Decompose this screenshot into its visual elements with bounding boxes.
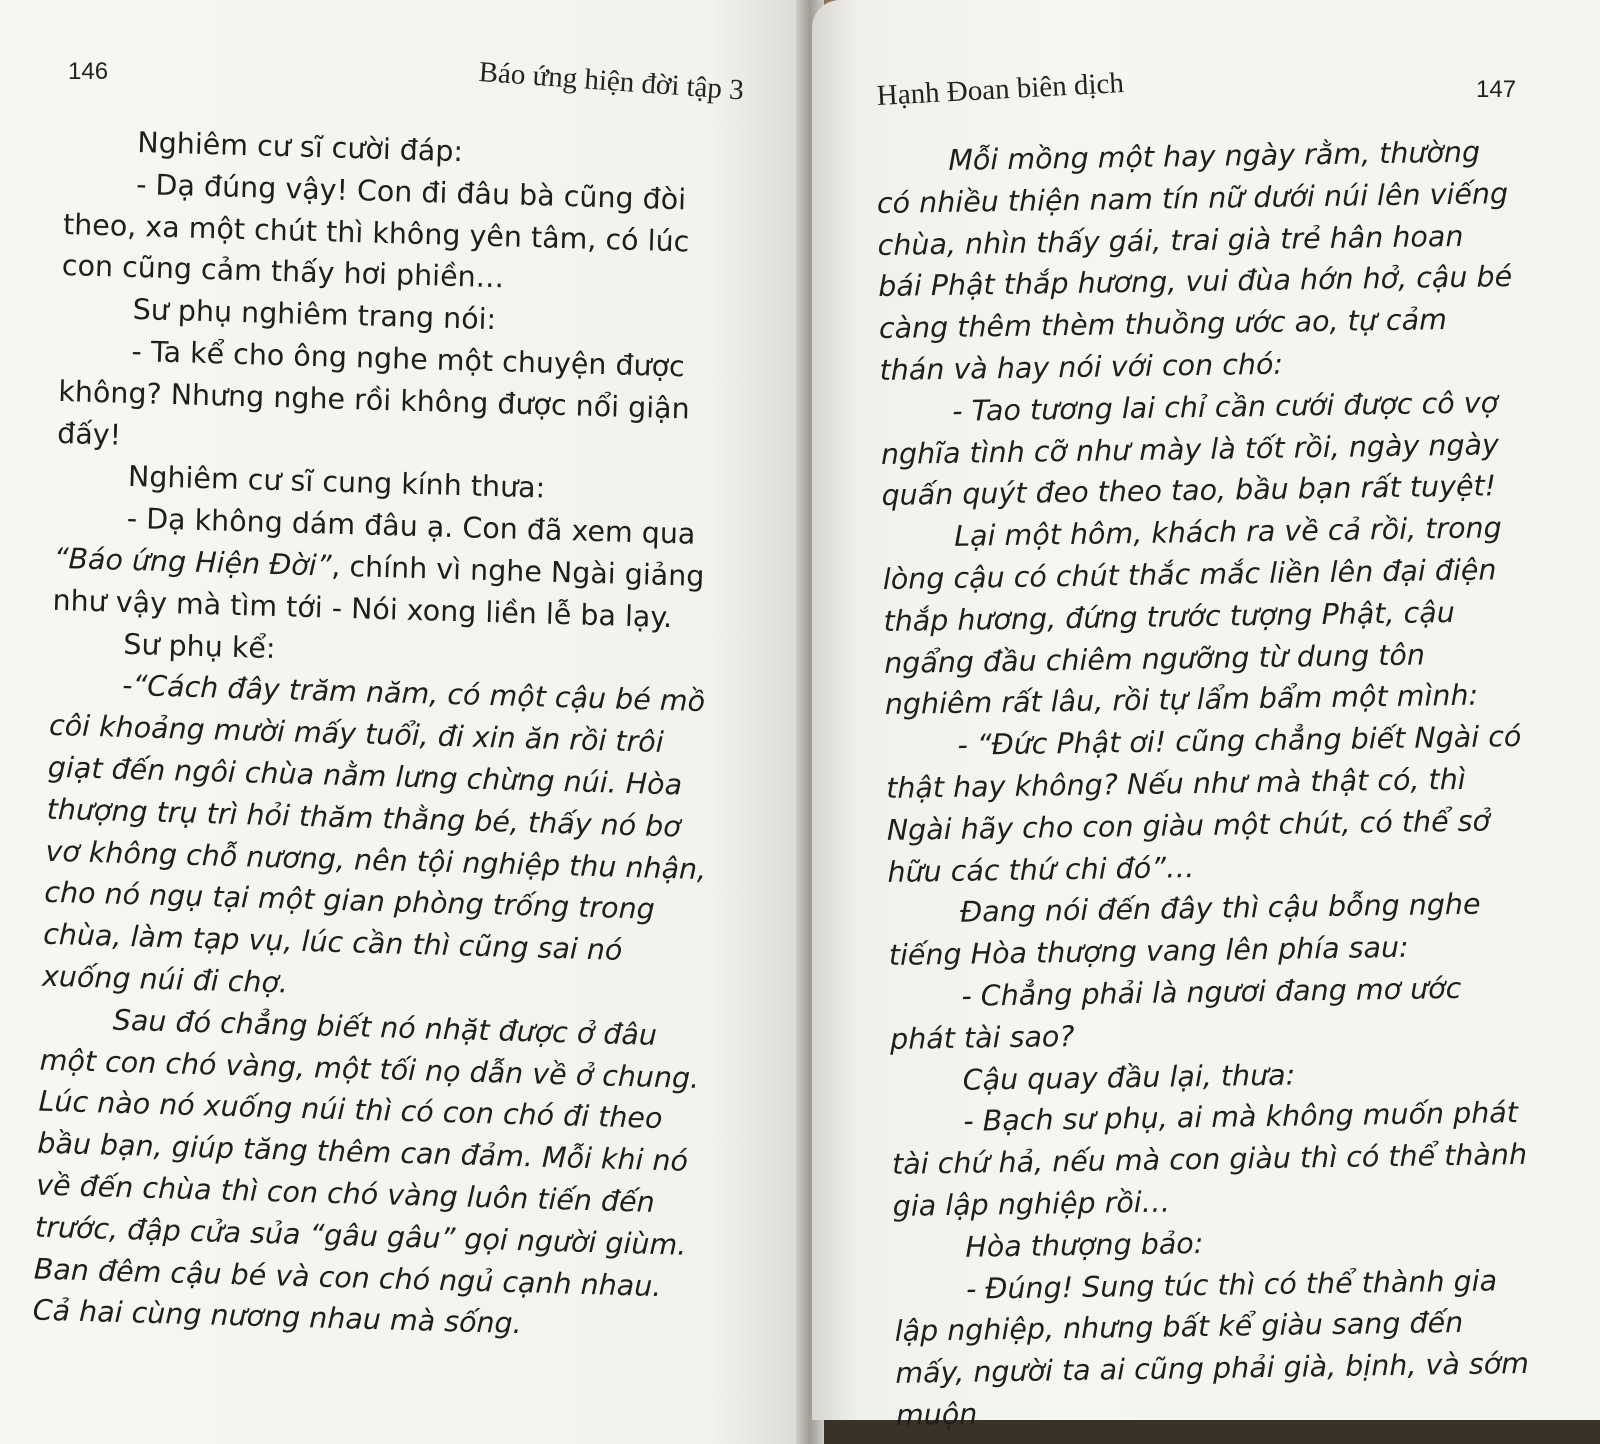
paragraph: - Chẳng phải là ngươi đang mơ ước phát tài sao? [889,971,1462,1056]
paragraph-text: - Dạ không dám đâu ạ. Con đã xem qua [126,502,696,551]
paragraph: - Đúng! Sung túc thì có thể thành gia lập nghiệp, nhưng bất kể giàu sang đến mấy, người ta ai cũng phải già, bịnh, và sớm muộn [894,1263,1530,1432]
paragraph: - Ta kể cho ông nghe một chuyện được không? Nhưng nghe rồi không được nổi giận đấy! [56,334,691,452]
paragraph: Mỗi mồng một hay ngày rằm, thường có nhiều thiện nam tín nữ dưới núi lên viếng chùa, nhìn thấy gái, trai già trẻ hân hoan bái Phật thắp hương, vui đùa hớn hở, cậu bé càng thêm thèm thuồng ước ao, tự cảm thán và hay nói với con chó: [876,135,1513,387]
paragraph: Hòa thượng bảo: [965,1226,1204,1264]
book-title-quote: “Báo ứng Hiện Đời” [53,541,332,583]
paragraph: - Dạ đúng vậy! Con đi đâu bà cũng đòi theo, xa một chút thì không yên tâm, có lúc con cũng cảm thấy hơi phiền… [61,167,690,295]
paragraph: Nghiêm cư sĩ cung kính thưa: [127,460,546,505]
paragraph: - “Đức Phật ơi! cũng chẳng biết Ngài có thật hay không? Nếu như mà thật có, thì Ngài hãy cho con giàu một chút, có thể sở hữu các thứ chi đó”… [885,720,1522,889]
paragraph: - Bạch sư phụ, ai mà không muốn phát tài chứ hả, nếu mà con giàu thì có thể thành gia lập nghiệp rồi… [891,1096,1528,1223]
paragraph: Nghiêm cư sĩ cười đáp: [136,126,464,169]
paragraph: Lại một hôm, khách ra về cả rồi, trong lòng cậu có chút thắc mắc liền lên đại điện thắp hương, đứng trước tượng Phật, cậu ngẩng đầu chiêm ngưỡng từ dung tôn nghiêm rất lâu, rồi tự lẩm bẩm một mình: [882,511,1502,722]
paragraph-text: , chính vì nghe Ngài giảng như vậy mà tìm tới - Nói xong liền lễ ba lạy. [52,549,705,634]
paragraph: Sư phụ nghiêm trang nói: [132,293,497,337]
paragraph: - Tao tương lai chỉ cần cưới được cô vợ nghĩa tình cỡ như mày là tốt rồi, ngày ngày quấn quýt đeo theo tao, bầu bạn rất tuyệt! [880,386,1500,513]
paragraph: Sau đó chẳng biết nó nhặt được ở đâu một con chó vàng, một tối nọ dẫn về ở chung. Lúc nào nó xuống núi thì có con chó đi theo bầu bạn, giúp tăng thêm can đảm. Mỗi khi nó về đến chùa thì con chó vàng luôn tiến đến trước, đập cửa sủa “gâu gâu” gọi người giùm. Ban đêm cậu bé và con chó ngủ cạnh nhau. Cả hai cùng nương nhau mà sống. [32,1003,700,1341]
left-page-body [32,120,740,1350]
paragraph: Cậu quay đầu lại, thưa: [962,1058,1296,1097]
right-running-title: Hạnh Đoan biên dịch [876,67,1125,112]
paragraph [52,496,729,640]
right-page-body [876,131,1532,1437]
paragraph: Đang nói đến đây thì cậu bỗng nghe tiếng Hòa thượng vang lên phía sau: [888,887,1481,973]
left-running-title: Báo ứng hiện đời tập 3 [477,56,745,107]
left-page-number: 146 [68,58,109,85]
right-page-number: 147 [1476,76,1517,103]
paragraph: Sư phụ kể: [122,627,276,665]
paragraph: -“Cách đây trăm năm, có một cậu bé mồ côi khoảng mười mấy tuổi, đi xin ăn rồi trôi giạt đến ngôi chùa nằm lưng chừng núi. Hòa thượng trụ trì hỏi thăm thằng bé, thấy nó bơ vơ không chỗ nương, nên tội nghiệp thu nhận, cho nó ngụ tại một gian phòng trống trong chùa, làm tạp vụ, lúc cần thì cũng sai nó xuống núi đi chợ. [41,669,707,1000]
